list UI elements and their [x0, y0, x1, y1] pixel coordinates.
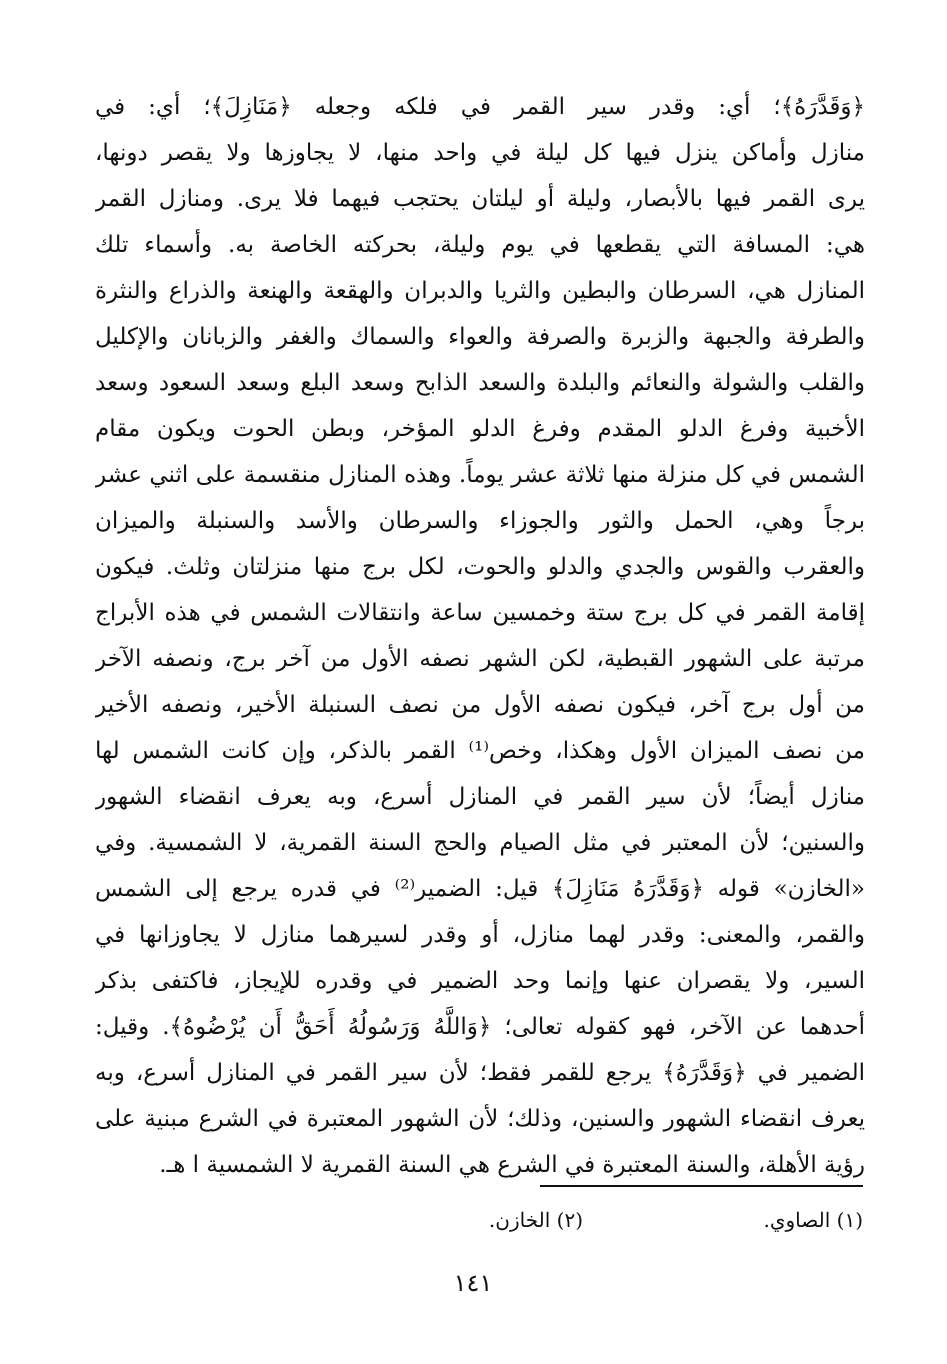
text-line: هي: المسافة التي يقطعها في يوم وليلة، بحركته الخاصة به. وأسماء تلك	[95, 232, 865, 258]
text-line: من نصف الميزان الأول وهكذا، وخص⁽¹⁾ القمر بالذكر، وإن كانت الشمس لها	[95, 738, 865, 764]
text-line: «الخازن» قوله ﴿وَقَدَّرَهُ مَنَازِلَ﴾ قيل: الضمير⁽²⁾ في قدره يرجع إلى الشمس	[95, 876, 865, 902]
text-line: والطرفة والجبهة والزبرة والصرفة والعواء والسماك والغفر والزبانان والإكليل	[95, 324, 865, 350]
text-line: منازل أيضاً؛ لأن سير القمر في المنازل أسرع، وبه يعرف انقضاء الشهور	[95, 784, 865, 810]
text-line: الضمير في ﴿وَقَدَّرَهُ﴾ يرجع للقمر فقط؛ لأن سير القمر في المنازل أسرع، وبه	[95, 1060, 865, 1086]
text-line: السير، ولا يقصران عنها وإنما وحد الضمير في وقدره للإيجاز، فاكتفى بذكر	[95, 968, 865, 994]
text-line: برجاً وهي، الحمل والثور والجوزاء والسرطان والأسد والسنبلة والميزان	[95, 508, 865, 534]
main-text-block	[95, 84, 865, 1188]
text-line: يرى القمر فيها بالأبصار، وليلة أو ليلتان يحتجب فيهما فلا يرى. ومنازل القمر	[95, 186, 865, 212]
text-line: منازل وأماكن ينزل فيها كل ليلة في واحد منها، لا يجاوزها ولا يقصر دونها،	[95, 140, 865, 166]
footnotes	[330, 1200, 863, 1240]
footnote-1: (١) الصاوي.	[763, 1208, 863, 1232]
text-line: والقلب والشولة والنعائم والبلدة والسعد الذابح وسعد البلع وسعد السعود وسعد	[95, 370, 865, 396]
text-line: رؤية الأهلة، والسنة المعتبرة في الشرع هي السنة القمرية لا الشمسية ا هـ.	[159, 1152, 865, 1178]
text-line: من أول برج آخر، فيكون نصفه الأول من نصف السنبلة الأخير، ونصفه الأخير	[95, 692, 865, 718]
text-line: ﴿وَقَدَّرَهُ﴾؛ أي: وقدر سير القمر في فلكه وجعله ﴿مَنَازِلَ﴾؛ أي: في	[95, 94, 865, 120]
text-line: إقامة القمر في كل برج ستة وخمسين ساعة وانتقالات الشمس في هذه الأبراج	[95, 600, 865, 626]
text-line: الشمس في كل منزلة منها ثلاثة عشر يوماً. وهذه المنازل منقسمة على اثني عشر	[95, 462, 865, 488]
text-line: يعرف انقضاء الشهور والسنين، وذلك؛ لأن الشهور المعتبرة في الشرع مبنية على	[95, 1106, 865, 1132]
footnote-2: (٢) الخازن.	[488, 1208, 583, 1232]
footnote-separator	[540, 1185, 863, 1187]
text-line: والعقرب والقوس والجدي والدلو والحوت، لكل برج منها منزلتان وثلث. فيكون	[95, 554, 865, 580]
text-line: المنازل هي، السرطان والبطين والثريا والدبران والهقعة والهنعة والذراع والنثرة	[95, 278, 865, 304]
text-line: والسنين؛ لأن المعتبر في مثل الصيام والحج السنة القمرية، لا الشمسية. وفي	[95, 830, 865, 856]
text-line: أحدهما عن الآخر، فهو كقوله تعالى؛ ﴿وَاللَّهُ وَرَسُولُهُ أَحَقُّ أَن يُرْضُوهُ﴾. وقيل:	[95, 1014, 865, 1040]
text-line: والقمر، والمعنى: وقدر لهما منازل، أو وقدر لسيرهما منازل لا يجاوزانها في	[95, 922, 865, 948]
page-number: ١٤١	[453, 1269, 493, 1297]
text-line: مرتبة على الشهور القبطية، لكن الشهر نصفه الأول من آخر برج، ونصفه الآخر	[95, 646, 865, 672]
text-line: الأخبية وفرغ الدلو المقدم وفرغ الدلو المؤخر، وبطن الحوت ويكون مقام	[95, 416, 865, 442]
